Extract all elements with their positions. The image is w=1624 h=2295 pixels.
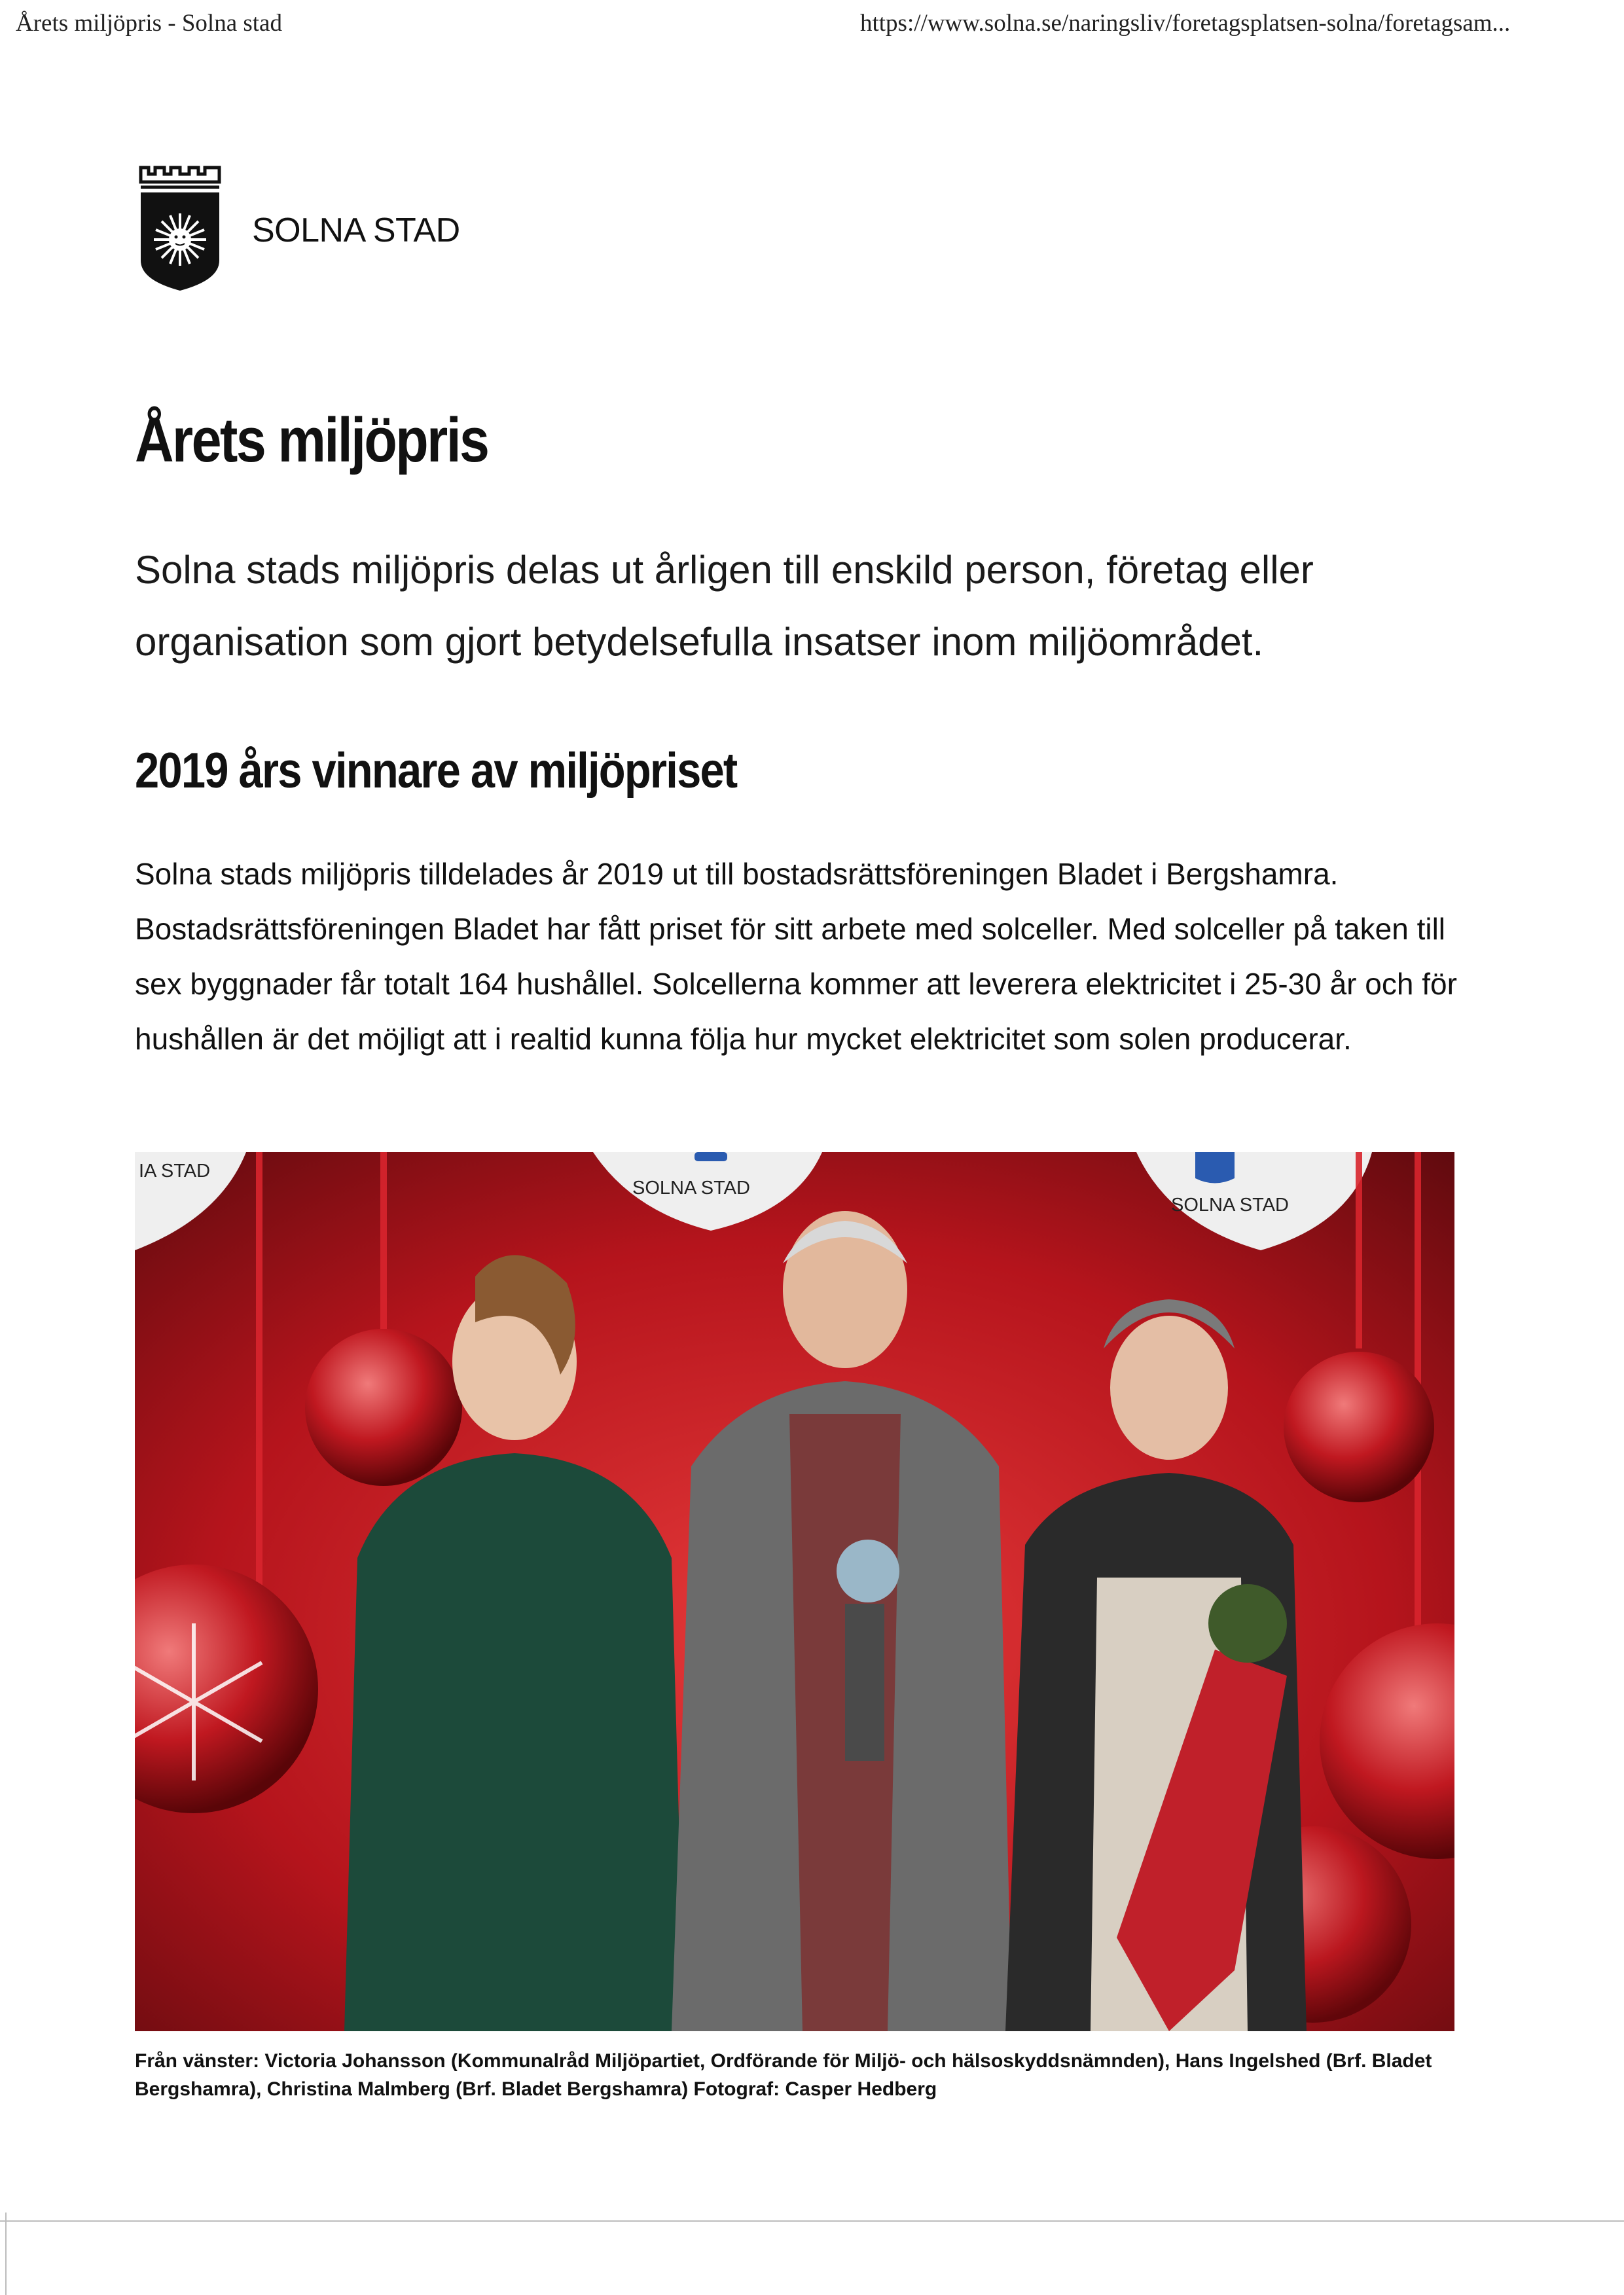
backdrop-label-right: SOLNA STAD <box>1171 1195 1289 1216</box>
body-paragraph: Solna stads miljöpris tilldelades år 2019 ut till bostadsrättsföreningen Bladet i Bergshamra. Bostadsrättsföreningen Bladet har fått priset för sitt arbete med solceller. Med solceller på taken till sex byggnader får totalt 164 hushållel. Solcellerna kommer att leverera elektricitet i 25-30 år och för hushållen är det möjligt att i realtid kunna följa hur mycket elektricitet som solen producerar. <box>135 857 1457 1056</box>
backdrop-label-left: IA STAD <box>139 1161 211 1182</box>
scan-edge-line <box>0 2220 1624 2222</box>
intro-paragraph: Solna stads miljöpris delas ut årligen till enskild person, företag eller organisation som gjort betydelsefulla insatser inom miljöområdet. <box>135 548 1314 664</box>
photo-caption: Från vänster: Victoria Johansson (Kommunalråd Miljöpartiet, Ordförande för Miljö- och hälsoskyddsnämnden), Hans Ingelshed (Brf. Bladet Bergshamra), Christina Malmberg (Brf. Bladet Bergshamra) Fotograf: Casper Hedberg <box>135 2050 1432 2100</box>
award-photo <box>135 1152 1454 2031</box>
page-title: Årets miljöpris <box>135 405 488 475</box>
solna-coat-of-arms-icon <box>134 162 226 293</box>
print-header-title: Årets miljöpris - Solna stad <box>16 10 282 37</box>
backdrop-label-center: SOLNA STAD <box>632 1178 750 1199</box>
scan-edge-line <box>5 2213 7 2295</box>
logo-text: SOLNA STAD <box>252 211 460 249</box>
print-header-url: https://www.solna.se/naringsliv/foretagsplatsen-solna/foretagsam... <box>860 10 1511 37</box>
section-heading: 2019 års vinnare av miljöpriset <box>135 743 737 799</box>
